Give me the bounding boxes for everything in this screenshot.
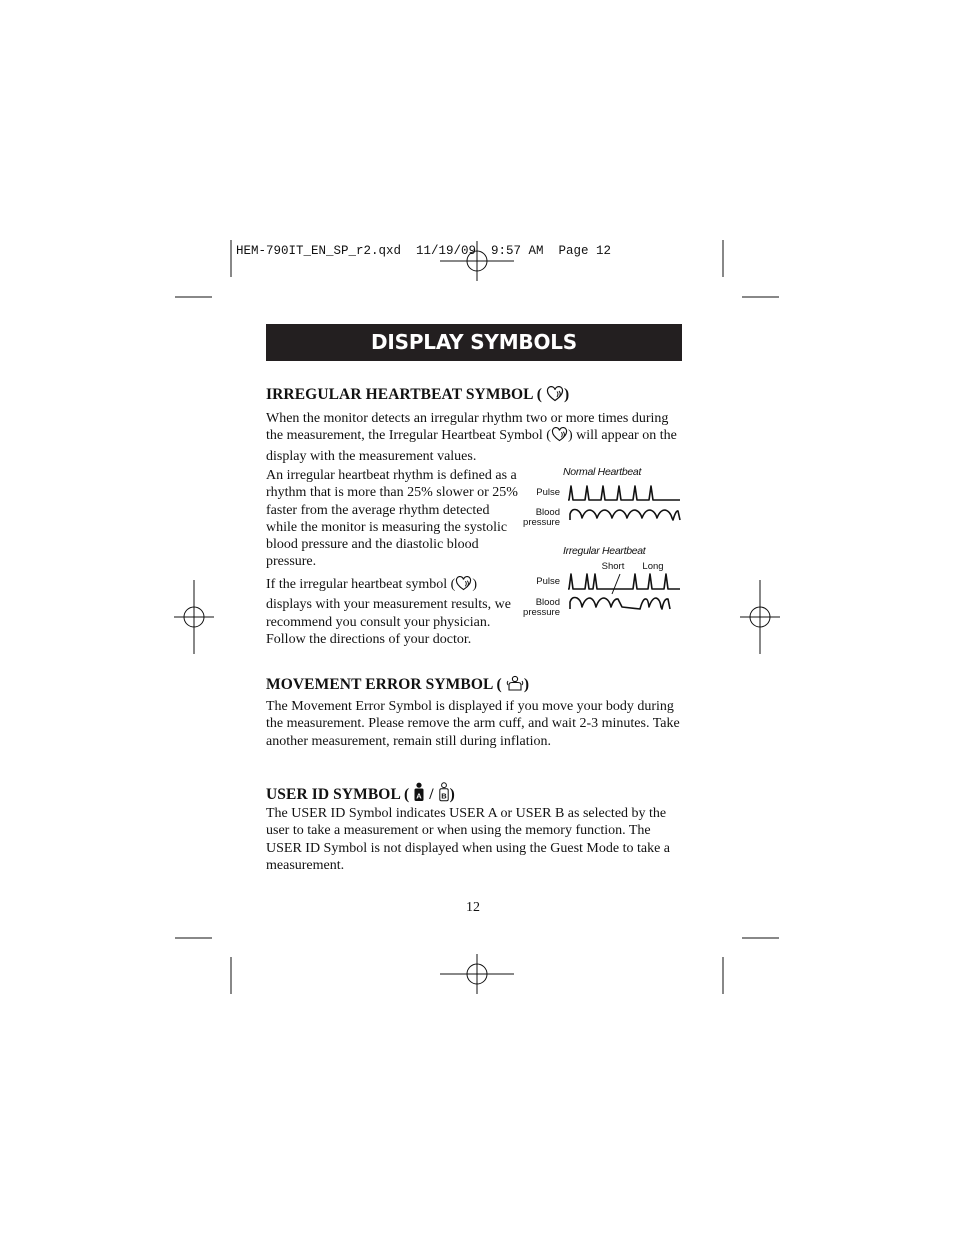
movement-error-heading: MOVEMENT ERROR SYMBOL ( ): [266, 674, 529, 697]
normal-heartbeat-caption: Normal Heartbeat: [563, 466, 642, 478]
user-b-icon: [438, 782, 450, 807]
long-label: Long: [642, 561, 664, 572]
irregular-advice-paragraph: If the irregular heartbeat symbol ( ) displays with your measurement results, we recommend you consult your physician. Follow the directions of your doctor.: [266, 577, 511, 647]
user-id-paragraph: The USER ID Symbol indicates USER A or USER B as selected by the user to take a measurement or when using the memory function. The USER ID Symbol is not displayed when using the Guest Mode to take a measurement.: [266, 806, 671, 873]
registration-mark: [174, 580, 214, 654]
blood-pressure-label: Blood pressure: [523, 507, 560, 528]
movement-error-paragraph: The Movement Error Symbol is displayed if you move your body during the measurement. Please remove the arm cuff, and wait 2-3 minutes. Take another measurement, remain still during inflation.: [266, 699, 680, 749]
blood-pressure-label: Blood pressure: [523, 597, 560, 618]
irregular-pulse-waveform: [568, 574, 680, 589]
long-indicator-line: [612, 574, 620, 594]
irregular-definition-paragraph: An irregular heartbeat rhythm is defined as a rhythm that is more than 25% slower or 25% faster from the average rhythm detected while the monitor is measuring the systolic blood pressure and the diastolic blood pressure.: [266, 468, 518, 570]
svg-text:A: A: [416, 791, 423, 801]
normal-pulse-waveform: [568, 486, 680, 500]
irregular-heartbeat-icon: [455, 576, 472, 596]
user-a-icon: [413, 782, 425, 807]
irregular-heartbeat-icon: [546, 386, 564, 407]
page-title: DISPLAY SYMBOLS: [266, 324, 682, 361]
normal-bp-waveform: [570, 510, 680, 521]
heartbeat-waveform-diagram: [560, 478, 686, 623]
user-id-heading: USER ID SYMBOL ( A / B ): [266, 782, 455, 807]
irregular-heartbeat-icon: [551, 427, 568, 447]
pulse-label: Pulse: [536, 576, 560, 587]
movement-error-icon: [506, 674, 524, 697]
short-label: Short: [601, 561, 625, 572]
irregular-heartbeat-caption: Irregular Heartbeat: [563, 545, 646, 557]
irregular-intro-paragraph: When the monitor detects an irregular rhythm two or more times during the measurement, the Irregular Heartbeat Symbol ( ) will appear on the display with the measurement values.: [266, 411, 677, 464]
pulse-label: Pulse: [536, 487, 560, 498]
registration-mark: [740, 580, 780, 654]
registration-mark: [440, 954, 514, 994]
irregular-heartbeat-heading: IRREGULAR HEARTBEAT SYMBOL ( ): [266, 386, 569, 407]
irregular-bp-waveform: [570, 598, 670, 610]
file-slug: HEM-790IT_EN_SP_r2.qxd 11/19/09 9:57 AM Page 12: [236, 244, 612, 258]
page-number: 12: [466, 900, 480, 915]
svg-text:B: B: [440, 791, 447, 801]
